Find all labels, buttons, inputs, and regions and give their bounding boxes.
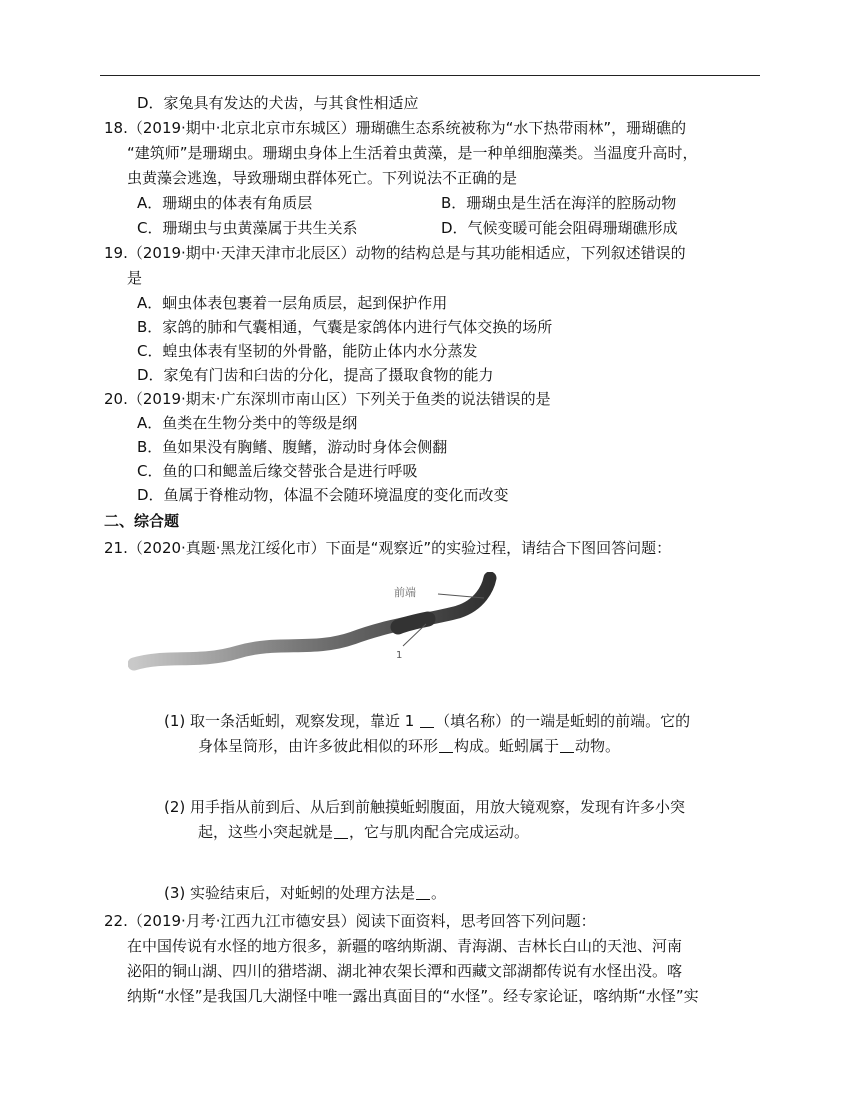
q22-passage-line3: 纳斯“水怪”是我国几大湖怪中唯一露出真面目的“水怪”。经专家论证，喀纳斯“水怪”实 (127, 987, 699, 1005)
q21-sub2-line2: 起，这些小突起就是 ，它与肌肉配合完成运动。 (198, 823, 530, 841)
q19-option-b: B．家鸽的肺和气囊相通，气囊是家鸽体内进行气体交换的场所 (137, 318, 553, 336)
section-heading: 二、综合题 (104, 512, 180, 530)
q20-stem: 20.（2019·期末·广东深圳市南山区）下列关于鱼类的说法错误的是 (104, 390, 551, 408)
q19-stem-line1: 19.（2019·期中·天津天津市北辰区）动物的结构总是与其功能相适应，下列叙述错误的 (104, 244, 686, 262)
q22-passage-line1: 在中国传说有水怪的地方很多，新疆的喀纳斯湖、青海湖、吉林长白山的天池、河南 (127, 937, 683, 955)
sub1-number: (1) (164, 712, 186, 730)
q20-option-d: D．鱼属于脊椎动物，体温不会随环境温度的变化而改变 (137, 486, 509, 504)
q20-option-b: B．鱼如果没有胸鳍、腹鳍，游动时身体会侧翻 (137, 438, 448, 456)
answer-blank[interactable] (416, 885, 430, 900)
q20-option-c: C．鱼的口和鳃盖后缘交替张合是进行呼吸 (137, 462, 418, 480)
sub2-number: (2) (164, 798, 186, 816)
q18-stem-line1: 18.（2019·期中·北京北京市东城区）珊瑚礁生态系统被称为“水下热带雨林”，珊瑚礁的 (104, 119, 687, 137)
answer-blank[interactable] (439, 738, 453, 753)
answer-blank[interactable] (420, 713, 434, 728)
front-label: 前端 (394, 586, 416, 599)
q18-option-c: C．珊瑚虫与虫黄藻属于共生关系 (137, 219, 358, 237)
q19-option-c: C．蝗虫体表有坚韧的外骨骼，能防止体内水分蒸发 (137, 342, 478, 360)
sub3-number: (3) (164, 884, 186, 902)
q21-sub2-line1: (2) 用手指从前到后、从后到前触摸蚯蚓腹面，用放大镜观察，发现有许多小突 (164, 798, 686, 816)
q19-option-d: D．家兔有门齿和臼齿的分化，提高了摄取食物的能力 (137, 366, 494, 384)
q21-sub3: (3) 实验结束后，对蚯蚓的处理方法是 。 (164, 884, 447, 902)
earthworm-body (134, 578, 490, 664)
q22-passage-line2: 泌阳的铜山湖、四川的猎塔湖、湖北神农架长潭和西藏文部湖都传说有水怪出没。喀 (127, 962, 683, 980)
label-1: 1 (396, 650, 403, 661)
q18-option-b: B．珊瑚虫是生活在海洋的腔肠动物 (441, 194, 677, 212)
q18-stem-line2: “建筑师”是珊瑚虫。珊瑚虫身体上生活着虫黄藻，是一种单细胞藻类。当温度升高时， (127, 144, 698, 162)
q19-stem-line2: 是 (127, 269, 143, 287)
earthworm-figure (128, 572, 508, 682)
q21-stem: 21.（2020·真题·黑龙江绥化市）下面是“观察近”的实验过程，请结合下图回答问题： (104, 539, 672, 557)
q19-option-a: A．蛔虫体表包裹着一层角质层，起到保护作用 (137, 294, 448, 312)
answer-blank[interactable] (334, 824, 348, 839)
q22-stem: 22.（2019·月考·江西九江市德安县）阅读下面资料，思考回答下列问题： (104, 912, 596, 930)
answer-blank[interactable] (560, 738, 574, 753)
q18-option-d: D．气候变暖可能会阻碍珊瑚礁形成 (441, 219, 678, 237)
q18-option-a: A．珊瑚虫的体表有角质层 (137, 194, 313, 212)
q21-sub1-line1: (1) 取一条活蚯蚓，观察发现，靠近 1 （填名称）的一端是蚯蚓的前端。它的 (164, 712, 691, 730)
q18-stem-line3: 虫黄藻会逃逸，导致珊瑚虫群体死亡。下列说法不正确的是 (127, 169, 518, 187)
header-rule (100, 75, 760, 76)
q20-option-a: A．鱼类在生物分类中的等级是纲 (137, 414, 358, 432)
q21-sub1-line2: 身体呈筒形，由许多彼此相似的环形 构成。蚯蚓属于 动物。 (198, 737, 621, 755)
q17-option-d: D．家兔具有发达的犬齿，与其食性相适应 (137, 94, 419, 112)
